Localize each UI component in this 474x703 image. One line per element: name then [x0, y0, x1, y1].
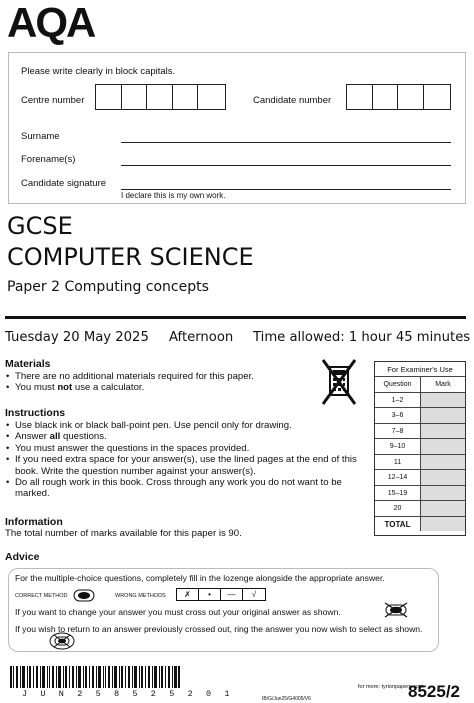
mark-cell: [421, 424, 465, 439]
question-cell: 11: [375, 455, 421, 470]
instructions-list: [5, 420, 360, 500]
question-cell: 3–6: [375, 408, 421, 423]
table-row: [375, 438, 465, 454]
correct-method-label: CORRECT METHOD: [15, 593, 68, 599]
question-cell: 1–2: [375, 393, 421, 408]
block-capitals-instruction: Please write clearly in block capitals.: [21, 66, 176, 77]
signature-label: Candidate signature: [21, 178, 107, 189]
information-heading: Information: [5, 516, 63, 528]
centre-number-label: Centre number: [21, 95, 85, 106]
paper-code: 8525/2: [408, 682, 460, 701]
exam-date: Tuesday 20 May 2025: [5, 330, 149, 345]
materials-list: [5, 371, 355, 394]
title-divider: [5, 316, 466, 319]
list-item: • Do all rough work in this book. Cross through any work you do not want to be marked.: [5, 477, 360, 500]
advice-box: [8, 568, 439, 652]
cross-mark-icon: ✗: [177, 589, 199, 600]
wrong-methods-label: WRONG METHODS: [115, 593, 166, 599]
mark-cell: [421, 439, 465, 454]
mark-cell: [421, 455, 465, 470]
question-cell: 20: [375, 501, 421, 516]
information-text: The total number of marks available for this paper is 90.: [5, 528, 242, 539]
list-item: • You must answer the questions in the spaces provided.: [5, 443, 360, 454]
candidate-number-label: Candidate number: [253, 95, 332, 106]
surname-label: Surname: [21, 131, 60, 142]
table-row: [375, 407, 465, 423]
mcq-instruction: For the multiple-choice questions, completely fill in the lozenge alongside the appropriate answer.: [15, 573, 385, 583]
instructions-heading: Instructions: [5, 407, 66, 419]
return-answer-instruction: If you wish to return to an answer previously crossed out, ring the answer you now wish to select as shown.: [15, 624, 423, 634]
table-row: [375, 376, 465, 392]
list-item: • If you need extra space for your answer(s), use the lined pages at the end of this book. Write the question number against your answer(s).: [5, 454, 360, 477]
advice-heading: Advice: [5, 551, 40, 563]
table-row: [375, 423, 465, 439]
list-item: • Answer all questions.: [5, 431, 360, 442]
table-row: [375, 516, 465, 532]
centre-number-boxes[interactable]: [95, 84, 226, 110]
mark-cell: [421, 486, 465, 501]
subject-title: COMPUTER SCIENCE: [7, 243, 254, 271]
tick-mark-icon: √: [251, 590, 257, 599]
change-answer-instruction: If you want to change your answer you must cross out your original answer as shown.: [15, 607, 341, 617]
paper-title: Paper 2 Computing concepts: [7, 279, 209, 295]
total-mark-cell: [421, 517, 465, 532]
table-row: [375, 454, 465, 470]
list-item: • Use black ink or black ball-point pen. Use pencil only for drawing.: [5, 420, 360, 431]
wrong-methods-examples: [176, 588, 266, 601]
question-column-header: Question: [375, 377, 421, 392]
time-allowed: Time allowed: 1 hour 45 minutes: [253, 330, 471, 345]
table-row: [375, 500, 465, 516]
dot-mark-icon: •: [199, 589, 221, 600]
table-row: [375, 392, 465, 408]
ringed-lozenge-icon: [49, 632, 75, 650]
table-row: [375, 485, 465, 501]
mark-column-header: Mark: [421, 377, 465, 392]
paper-reference: IB/G/Jun25/G4005/V6: [262, 696, 311, 702]
exam-session: Afternoon: [169, 330, 234, 345]
examiner-table-title: For Examiner's Use: [387, 365, 453, 374]
materials-heading: Materials: [5, 358, 51, 370]
no-calculator-icon: [321, 357, 357, 407]
dash-mark-icon: —: [221, 589, 243, 600]
barcode-image: [10, 666, 180, 688]
candidate-details-box: [8, 52, 466, 204]
surname-field[interactable]: [121, 142, 451, 143]
mark-cell: [421, 501, 465, 516]
candidate-number-boxes[interactable]: [346, 84, 451, 110]
aqa-logo: AQA: [7, 0, 95, 46]
list-item: • You must not use a calculator.: [5, 382, 355, 393]
mark-cell: [421, 470, 465, 485]
filled-lozenge-icon: [73, 589, 95, 602]
declaration-text: I declare this is my own work.: [121, 191, 226, 200]
question-cell: 15–19: [375, 486, 421, 501]
signature-field[interactable]: [121, 189, 451, 190]
question-cell: 12–14: [375, 470, 421, 485]
question-cell: 7–8: [375, 424, 421, 439]
mark-cell: [421, 408, 465, 423]
table-row: [375, 469, 465, 485]
source-note: for more: tyrionpapers.com: [358, 684, 424, 690]
barcode-text: J U N 2 5 8 5 2 5 2 0 1: [22, 689, 234, 699]
total-cell: TOTAL: [375, 517, 421, 532]
qualification-title: GCSE: [7, 212, 73, 240]
forename-label: Forename(s): [21, 154, 76, 165]
list-item: • There are no additional materials required for this paper.: [5, 371, 355, 382]
examiner-use-table: [374, 361, 466, 536]
mark-cell: [421, 393, 465, 408]
crossed-lozenge-icon: [383, 602, 409, 618]
forename-field[interactable]: [121, 165, 451, 166]
question-cell: 9–10: [375, 439, 421, 454]
